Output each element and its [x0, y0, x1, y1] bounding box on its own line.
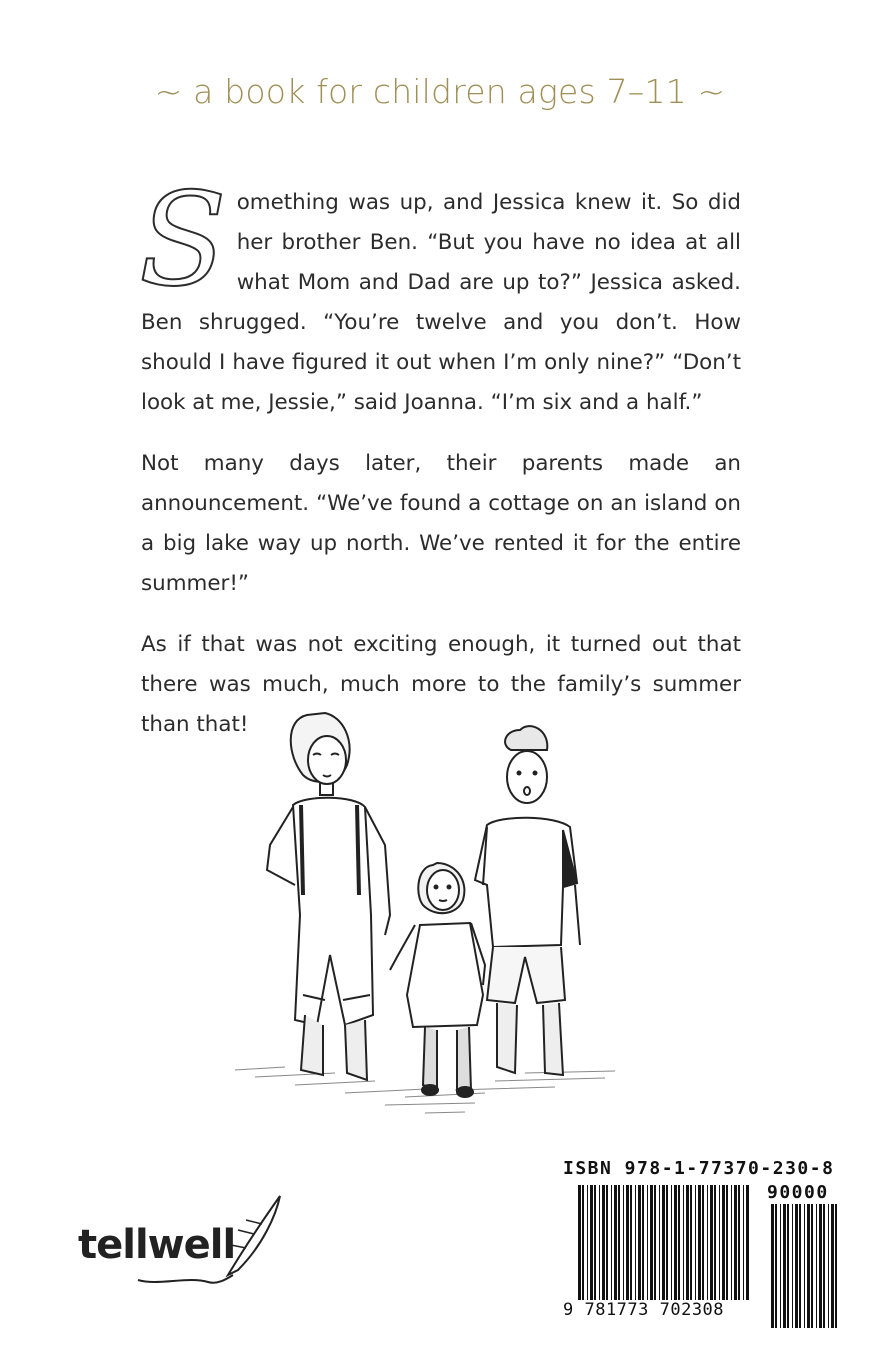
jessica-figure [267, 713, 390, 1080]
price-code: 90000 [767, 1182, 829, 1203]
ben-figure [475, 726, 580, 1075]
ean-digits: 9 781773 702308 [563, 1300, 753, 1320]
drop-cap: S [139, 166, 227, 315]
isbn-barcode [563, 1158, 841, 1328]
back-cover-blurb [139, 166, 741, 766]
ean-barcode-bars [578, 1185, 751, 1309]
publisher-logo [78, 1190, 298, 1290]
logo-wordmark: tellwell [78, 1222, 236, 1268]
blurb-paragraph-1 [139, 166, 741, 423]
blurb-paragraph-2: Not many days later, their parents made an announcement. “We’ve found a cottage on an island on a big lake way up north. We’ve rented it for the entire summer!” [141, 451, 741, 596]
joanna-figure [390, 863, 485, 1097]
children-illustration [225, 695, 625, 1145]
addon-barcode-bars [771, 1204, 841, 1328]
tagline: ~ a book for children ages 7–11 ~ [154, 72, 726, 111]
blurb-paragraph-1-text: omething was up, and Jessica knew it. So did her brother Ben. “But you have no idea at all what Mom and Dad are up to?” Jessica asked. Ben shrugged. “You’re twelve and you don’t. How should I have figured it out when I’m only nine?” “Don’t look at me, Jessie,” said Joanna. “I’m six and a half.” [141, 190, 741, 415]
quill-pen-icon [78, 1190, 298, 1290]
blurb-paragraph-3: As if that was not exciting enough, it turned out that there was much, much more to the family’s summer than that! [141, 632, 741, 737]
isbn-label: ISBN 978-1-77370-230-8 [563, 1158, 835, 1179]
